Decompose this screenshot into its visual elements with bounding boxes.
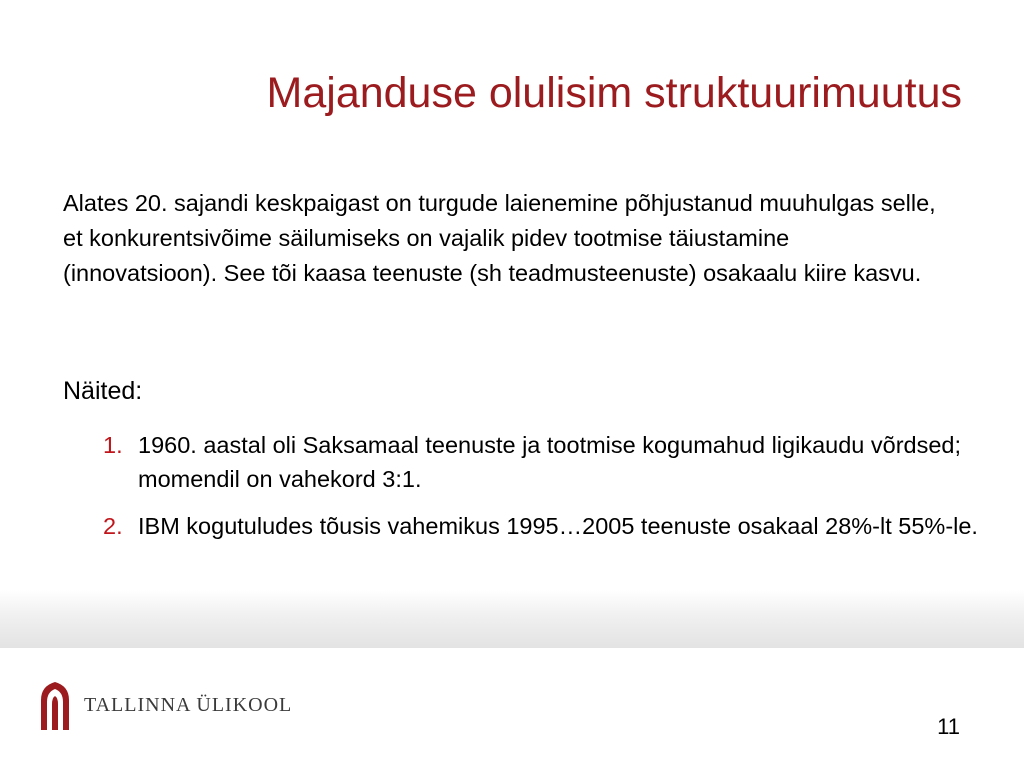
page-number: 11 — [937, 714, 960, 739]
examples-heading: Näited: — [63, 377, 143, 405]
list-item — [103, 428, 983, 496]
list-item-text: 1960. aastal oli Saksamaal teenuste ja tootmise kogumahud ligikaudu võrdsed; momendil on vahekord 3:1. — [138, 432, 962, 492]
logo-text: TALLINNA ÜLIKOOL — [84, 693, 293, 716]
slide-title: Majanduse olulisim struktuurimuutus — [266, 69, 962, 117]
university-logo — [38, 680, 292, 730]
list-item-number: 1. — [103, 432, 123, 458]
list-item-text: IBM kogutuludes tõusis vahemikus 1995…2005 teenuste osakaal 28%-lt 55%-le. — [138, 513, 978, 539]
list-item — [103, 509, 983, 543]
footer-gradient-band — [0, 590, 1024, 648]
list-item-number: 2. — [103, 513, 123, 539]
examples-list — [103, 428, 983, 556]
tallinn-university-arch-icon — [38, 680, 72, 730]
body-paragraph: Alates 20. sajandi keskpaigast on turgude laienemine põhjustanud muuhulgas selle, et konkurentsivõime säilumiseks on vajalik pidev tootmise täiustamine (innovatsioon). See tõi kaasa teenuste (sh teadmusteenuste) osakaalu kiire kasvu. — [63, 190, 936, 286]
